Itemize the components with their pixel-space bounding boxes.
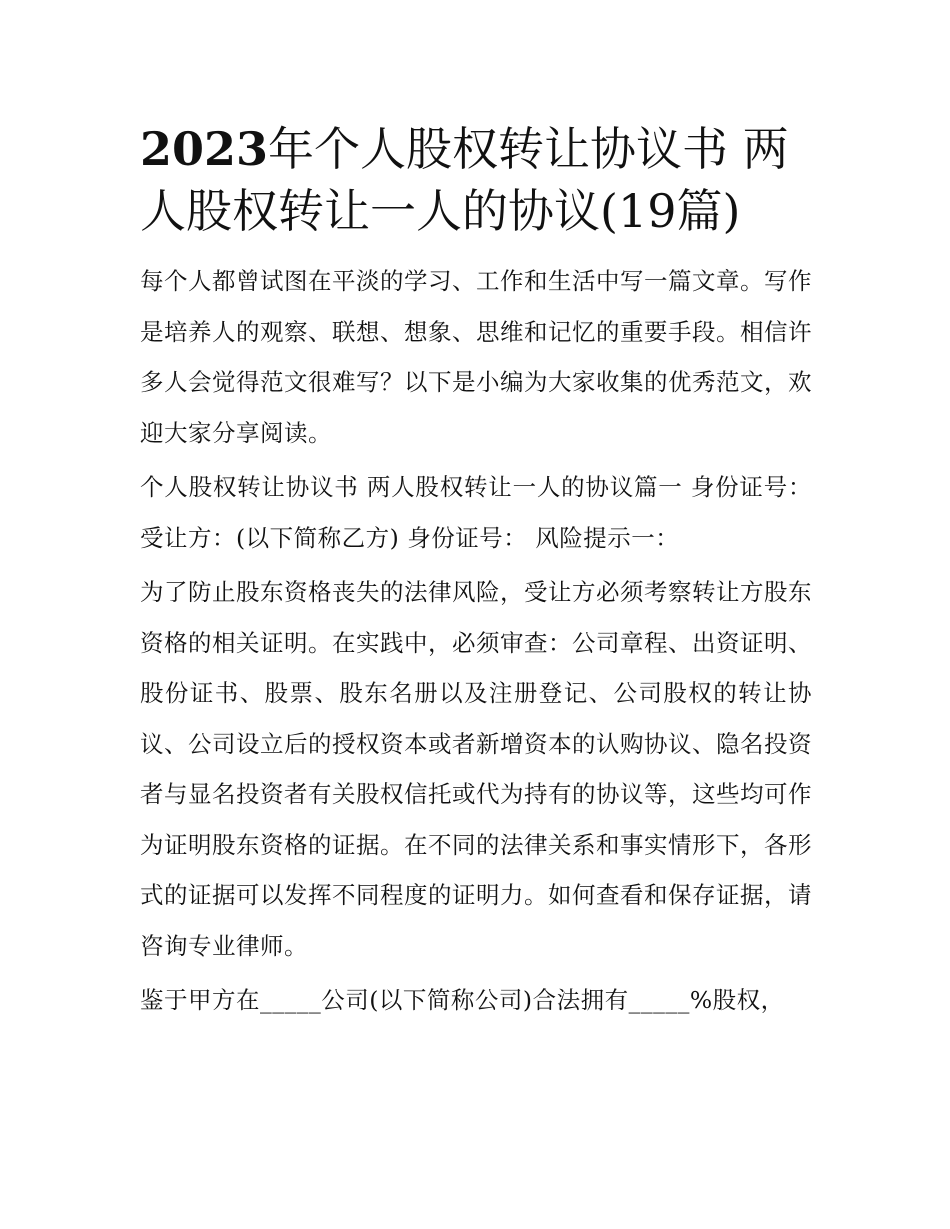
document-page (140, 118, 812, 1026)
document-title (140, 118, 812, 242)
intro-paragraph: 每个人都曾试图在平淡的学习、工作和生活中写一篇文章。写作是培养人的观察、联想、想象、思维和记忆的重要手段。相信许多人会觉得范文很难写？以下是小编为大家收集的优秀范文，欢迎大家分享阅读。 (140, 267, 812, 447)
title-year: 2023 (140, 122, 269, 176)
whereas-paragraph: 鉴于甲方在_____公司(以下简称公司)合法拥有_____%股权， (140, 986, 785, 1014)
title-text: 年个人股权转让协议书 两人股权转让一人的协议(19篇) (140, 122, 789, 238)
agreement-header-paragraph: 个人股权转让协议书 两人股权转让一人的协议篇一 身份证号： 受让方：(以下简称乙方) 身份证号： 风险提示一： (140, 473, 812, 552)
risk-notice-paragraph: 为了防止股东资格丧失的法律风险，受让方必须考察转让方股东资格的相关证明。在实践中，必须审查：公司章程、出资证明、股份证书、股票、股东名册以及注册登记、公司股权的转让协议、公司设立后的授权资本或者新增资本的认购协议、隐名投资者与显名投资者有关股权信托或代为持有的协议等，这些均可作为证明股东资格的证据。在不同的法律关系和事实情形下，各形式的证据可以发挥不同程度的证明力。如何查看和保存证据，请咨询专业律师。 (140, 578, 812, 960)
